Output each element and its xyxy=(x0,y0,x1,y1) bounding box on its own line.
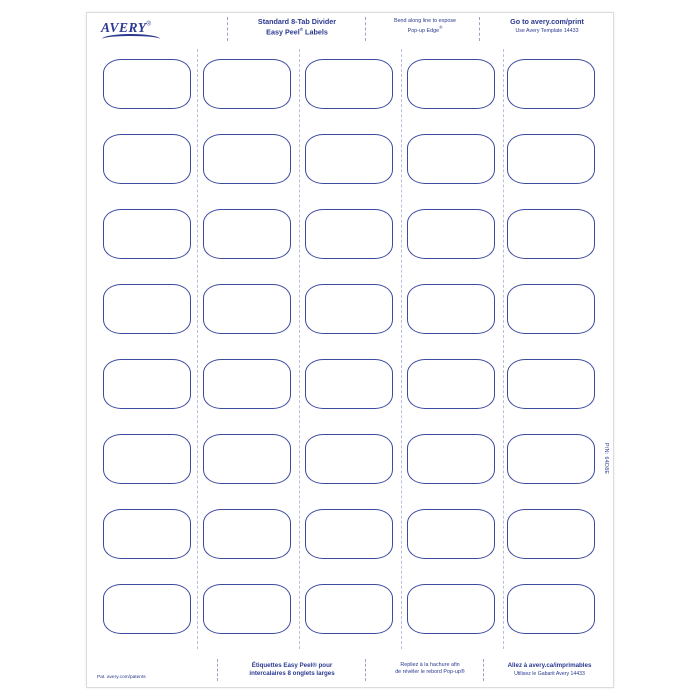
logo-swoosh-icon xyxy=(102,34,160,40)
header-divider-3 xyxy=(479,17,480,41)
label-cell[interactable] xyxy=(103,584,191,634)
label-cell[interactable] xyxy=(407,134,495,184)
avery-print-url-fr[interactable] xyxy=(492,662,607,677)
part-number: P/N: 64D8E xyxy=(603,443,609,475)
bend-instruction-line-2 xyxy=(375,25,475,34)
label-cell[interactable] xyxy=(507,134,595,184)
label-cell[interactable] xyxy=(507,209,595,259)
product-title-fr-line-1: Étiquettes Easy Peel® pour xyxy=(251,662,333,669)
label-cell[interactable] xyxy=(507,59,595,109)
label-cell[interactable] xyxy=(203,509,291,559)
brand-registered-mark: ® xyxy=(146,21,151,28)
label-row xyxy=(99,499,603,574)
bend-instruction-fr xyxy=(375,662,485,676)
product-title-fr xyxy=(227,662,357,678)
label-cell[interactable] xyxy=(305,584,393,634)
label-grid xyxy=(99,49,603,649)
print-template-note: Use Avery Template 14433 xyxy=(515,27,579,34)
product-title-line-1: Standard 8-Tab Divider xyxy=(257,17,337,26)
label-cell[interactable] xyxy=(305,209,393,259)
label-cell[interactable] xyxy=(507,284,595,334)
bend-instruction-fr-line-1: Repliez à la hachure afin xyxy=(400,662,460,668)
label-cell[interactable] xyxy=(507,584,595,634)
label-cell[interactable] xyxy=(305,134,393,184)
label-cell[interactable] xyxy=(407,509,495,559)
product-title-fr-line-2: intercalaires 8 onglets larges xyxy=(249,669,335,677)
brand-name: AVERY xyxy=(101,20,147,35)
product-title-labels: Labels xyxy=(303,27,328,37)
label-cell[interactable] xyxy=(305,434,393,484)
label-cell[interactable] xyxy=(203,209,291,259)
bend-instruction-fr-line-2: de révéler le rebord Pop-up® xyxy=(395,668,465,675)
footer-divider-2 xyxy=(365,659,366,681)
header-divider-1 xyxy=(227,17,228,41)
label-sheet xyxy=(86,12,614,688)
label-cell[interactable] xyxy=(203,584,291,634)
label-row xyxy=(99,424,603,499)
label-cell[interactable] xyxy=(305,509,393,559)
label-cell[interactable] xyxy=(203,359,291,409)
label-cell[interactable] xyxy=(407,209,495,259)
avery-print-url[interactable] xyxy=(487,18,607,34)
print-url-title[interactable]: Go to avery.com/print xyxy=(510,17,584,26)
label-cell[interactable] xyxy=(507,359,595,409)
sheet-footer xyxy=(87,657,613,687)
label-cell[interactable] xyxy=(407,359,495,409)
label-cell[interactable] xyxy=(103,359,191,409)
label-row xyxy=(99,574,603,649)
bend-instruction-line-1: Bend along line to expose xyxy=(393,18,457,24)
label-cell[interactable] xyxy=(103,509,191,559)
label-cell[interactable] xyxy=(305,359,393,409)
product-title xyxy=(237,18,357,37)
label-cell[interactable] xyxy=(103,59,191,109)
label-cell[interactable] xyxy=(407,434,495,484)
avery-logo xyxy=(101,19,175,41)
label-cell[interactable] xyxy=(305,59,393,109)
popup-edge-text: Pop-up Edge xyxy=(407,27,440,34)
label-row xyxy=(99,274,603,349)
label-cell[interactable] xyxy=(407,59,495,109)
label-cell[interactable] xyxy=(507,509,595,559)
label-cell[interactable] xyxy=(507,434,595,484)
label-cell[interactable] xyxy=(103,284,191,334)
label-cell[interactable] xyxy=(103,209,191,259)
label-cell[interactable] xyxy=(407,584,495,634)
label-cell[interactable] xyxy=(103,134,191,184)
footer-divider-1 xyxy=(217,659,218,681)
label-cell[interactable] xyxy=(203,434,291,484)
label-cell[interactable] xyxy=(407,284,495,334)
product-title-easy-peel: Easy Peel xyxy=(266,27,300,37)
easy-peel-registered-mark: ® xyxy=(299,26,304,32)
label-row xyxy=(99,199,603,274)
popup-edge-registered-mark: ® xyxy=(439,24,443,30)
label-cell[interactable] xyxy=(203,134,291,184)
patents-note[interactable]: Pat. avery.com/patents xyxy=(97,675,146,680)
bend-instruction xyxy=(375,18,475,34)
print-url-fr-title[interactable]: Allez à avery.ca/imprimables xyxy=(507,662,592,669)
label-cell[interactable] xyxy=(203,59,291,109)
print-template-note-fr: Utilisez le Gabarit Avery 14433 xyxy=(514,670,585,677)
label-row xyxy=(99,49,603,124)
label-row xyxy=(99,124,603,199)
header-divider-2 xyxy=(365,17,366,41)
label-cell[interactable] xyxy=(103,434,191,484)
label-row xyxy=(99,349,603,424)
sheet-header xyxy=(87,13,613,47)
product-title-line-2 xyxy=(237,27,357,37)
label-cell[interactable] xyxy=(305,284,393,334)
label-cell[interactable] xyxy=(203,284,291,334)
